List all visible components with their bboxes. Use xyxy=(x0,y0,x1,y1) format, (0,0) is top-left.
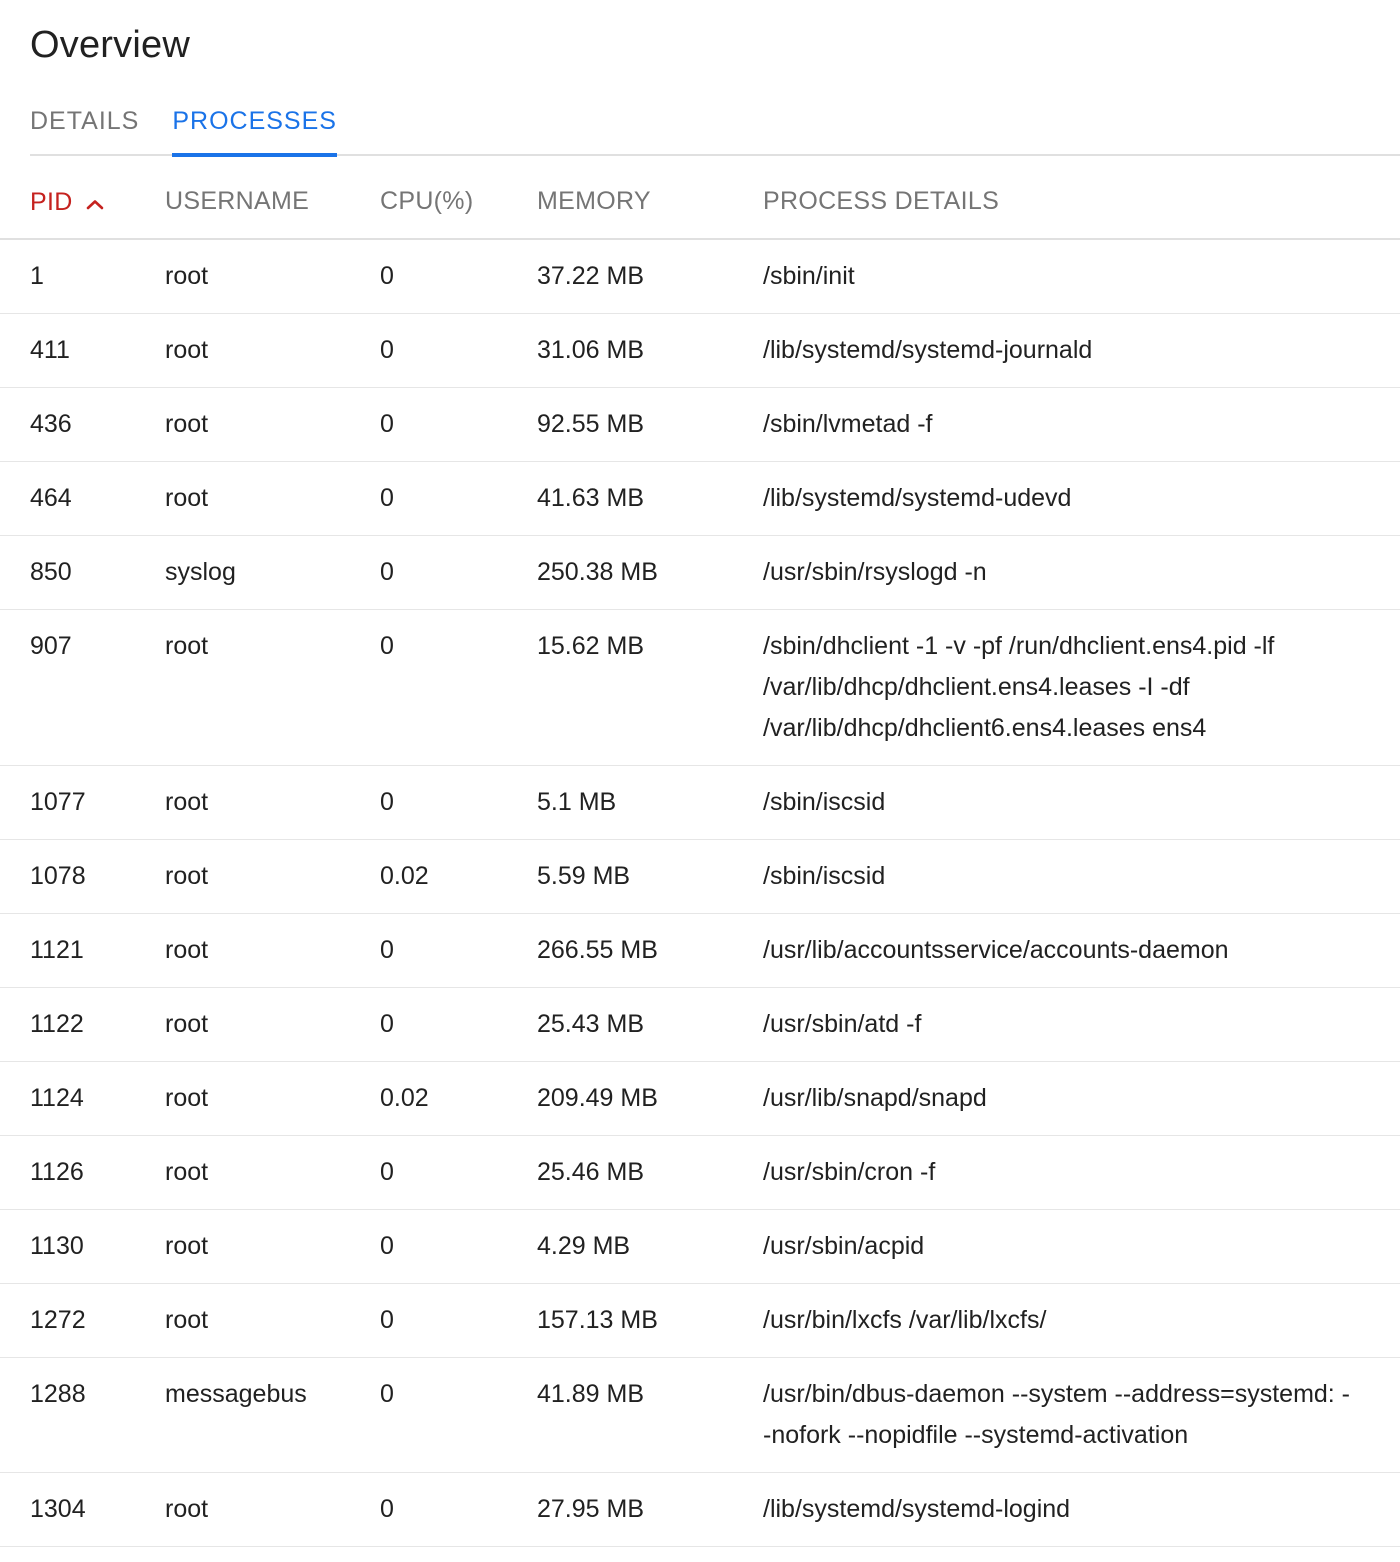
cell-pid: 1078 xyxy=(30,862,86,890)
cell-memory: 37.22 MB xyxy=(537,262,645,290)
cell-username: root xyxy=(165,632,209,660)
column-header-label: USERNAME xyxy=(165,187,310,215)
cell-pid: 1304 xyxy=(30,1495,86,1523)
cell-details: /usr/sbin/cron -f xyxy=(763,1158,936,1186)
column-header-label: PROCESS DETAILS xyxy=(763,187,1000,215)
cell-memory: 31.06 MB xyxy=(537,336,645,364)
column-header-details[interactable] xyxy=(763,186,1370,216)
cell-memory: 25.43 MB xyxy=(537,1010,645,1038)
table-row xyxy=(0,1358,1400,1473)
cell-details: /usr/lib/snapd/snapd xyxy=(763,1084,987,1112)
process-table xyxy=(0,156,1400,1547)
cell-pid: 1121 xyxy=(30,936,84,964)
table-row xyxy=(0,610,1400,766)
cell-memory: 250.38 MB xyxy=(537,558,658,586)
cell-details: /sbin/iscsid xyxy=(763,788,886,816)
cell-cpu: 0 xyxy=(380,1232,394,1260)
cell-pid: 464 xyxy=(30,484,72,512)
cell-cpu: 0 xyxy=(380,788,394,816)
cell-pid: 1126 xyxy=(30,1158,84,1186)
cell-cpu: 0 xyxy=(380,1010,394,1038)
cell-memory: 5.59 MB xyxy=(537,862,631,890)
cell-username: root xyxy=(165,936,209,964)
cell-username: root xyxy=(165,862,209,890)
table-row xyxy=(0,388,1400,462)
cell-pid: 907 xyxy=(30,632,72,660)
cell-details: /sbin/iscsid xyxy=(763,862,886,890)
process-table-body xyxy=(0,240,1400,1547)
cell-pid: 1272 xyxy=(30,1306,86,1334)
cell-details: /lib/systemd/systemd-journald xyxy=(763,336,1093,364)
cell-memory: 41.89 MB xyxy=(537,1380,645,1408)
cell-username: root xyxy=(165,484,209,512)
column-header-pid[interactable] xyxy=(30,186,165,218)
cell-pid: 1130 xyxy=(30,1232,84,1260)
column-header-label: MEMORY xyxy=(537,187,651,215)
cell-details: /sbin/init xyxy=(763,262,855,290)
cell-memory: 5.1 MB xyxy=(537,788,617,816)
column-header-username[interactable] xyxy=(165,186,380,216)
cell-details: /usr/sbin/rsyslogd -n xyxy=(763,558,987,586)
cell-cpu: 0 xyxy=(380,336,394,364)
table-row xyxy=(0,1062,1400,1136)
column-header-memory[interactable] xyxy=(537,186,763,216)
cell-details: /sbin/dhclient -1 -v -pf /run/dhclient.ens4.pid -lf /var/lib/dhcp/dhclient.ens4.leases -I -df /var/lib/dhcp/dhclient6.ens4.leases ens4 xyxy=(763,632,1275,742)
sort-ascending-icon xyxy=(85,188,105,218)
cell-cpu: 0 xyxy=(380,484,394,512)
cell-username: root xyxy=(165,1158,209,1186)
cell-pid: 1288 xyxy=(30,1380,86,1408)
cell-memory: 41.63 MB xyxy=(537,484,645,512)
cell-username: root xyxy=(165,1084,209,1112)
cell-cpu: 0 xyxy=(380,632,394,660)
cell-memory: 15.62 MB xyxy=(537,632,645,660)
cell-pid: 1124 xyxy=(30,1084,84,1112)
cell-memory: 209.49 MB xyxy=(537,1084,658,1112)
table-row xyxy=(0,1473,1400,1547)
cell-username: root xyxy=(165,1306,209,1334)
tab-details[interactable]: DETAILS xyxy=(30,107,140,135)
cell-cpu: 0 xyxy=(380,410,394,438)
cell-username: root xyxy=(165,1495,209,1523)
cell-details: /usr/bin/lxcfs /var/lib/lxcfs/ xyxy=(763,1306,1047,1334)
cell-pid: 436 xyxy=(30,410,72,438)
cell-username: root xyxy=(165,262,209,290)
cell-username: root xyxy=(165,410,209,438)
cell-username: root xyxy=(165,1010,209,1038)
cell-pid: 1122 xyxy=(30,1010,84,1038)
table-row xyxy=(0,766,1400,840)
cell-cpu: 0 xyxy=(380,936,394,964)
process-table-header xyxy=(0,156,1400,240)
tab-bar xyxy=(30,106,1400,156)
cell-cpu: 0 xyxy=(380,262,394,290)
column-header-label: PID xyxy=(30,188,73,216)
tab-processes[interactable]: PROCESSES xyxy=(172,106,337,157)
cell-username: messagebus xyxy=(165,1380,307,1408)
table-row xyxy=(0,1284,1400,1358)
cell-memory: 25.46 MB xyxy=(537,1158,645,1186)
cell-cpu: 0 xyxy=(380,558,394,586)
cell-memory: 266.55 MB xyxy=(537,936,658,964)
table-row xyxy=(0,840,1400,914)
cell-memory: 4.29 MB xyxy=(537,1232,631,1260)
cell-memory: 92.55 MB xyxy=(537,410,645,438)
cell-username: root xyxy=(165,336,209,364)
cell-cpu: 0 xyxy=(380,1158,394,1186)
cell-details: /usr/sbin/acpid xyxy=(763,1232,925,1260)
cell-username: root xyxy=(165,788,209,816)
cell-pid: 1077 xyxy=(30,788,86,816)
cell-username: syslog xyxy=(165,558,236,586)
table-row xyxy=(0,1210,1400,1284)
cell-memory: 157.13 MB xyxy=(537,1306,658,1334)
cell-cpu: 0 xyxy=(380,1495,394,1523)
cell-cpu: 0 xyxy=(380,1306,394,1334)
cell-details: /usr/bin/dbus-daemon --system --address=systemd: --nofork --nopidfile --systemd-activation xyxy=(763,1380,1351,1449)
table-row xyxy=(0,536,1400,610)
cell-pid: 1 xyxy=(30,262,44,290)
table-row xyxy=(0,462,1400,536)
page-title: Overview xyxy=(30,24,190,66)
cell-cpu: 0.02 xyxy=(380,1084,429,1112)
cell-details: /sbin/lvmetad -f xyxy=(763,410,933,438)
cell-pid: 850 xyxy=(30,558,72,586)
cell-details: /lib/systemd/systemd-logind xyxy=(763,1495,1071,1523)
cell-details: /usr/sbin/atd -f xyxy=(763,1010,922,1038)
table-row xyxy=(0,914,1400,988)
cell-cpu: 0 xyxy=(380,1380,394,1408)
cell-memory: 27.95 MB xyxy=(537,1495,645,1523)
cell-details: /lib/systemd/systemd-udevd xyxy=(763,484,1072,512)
cell-details: /usr/lib/accountsservice/accounts-daemon xyxy=(763,936,1229,964)
table-row xyxy=(0,988,1400,1062)
table-row xyxy=(0,314,1400,388)
cell-pid: 411 xyxy=(30,336,70,364)
cell-cpu: 0.02 xyxy=(380,862,429,890)
column-header-label: CPU(%) xyxy=(380,187,474,215)
table-row xyxy=(0,240,1400,314)
cell-username: root xyxy=(165,1232,209,1260)
table-row xyxy=(0,1136,1400,1210)
column-header-cpu[interactable] xyxy=(380,186,537,216)
